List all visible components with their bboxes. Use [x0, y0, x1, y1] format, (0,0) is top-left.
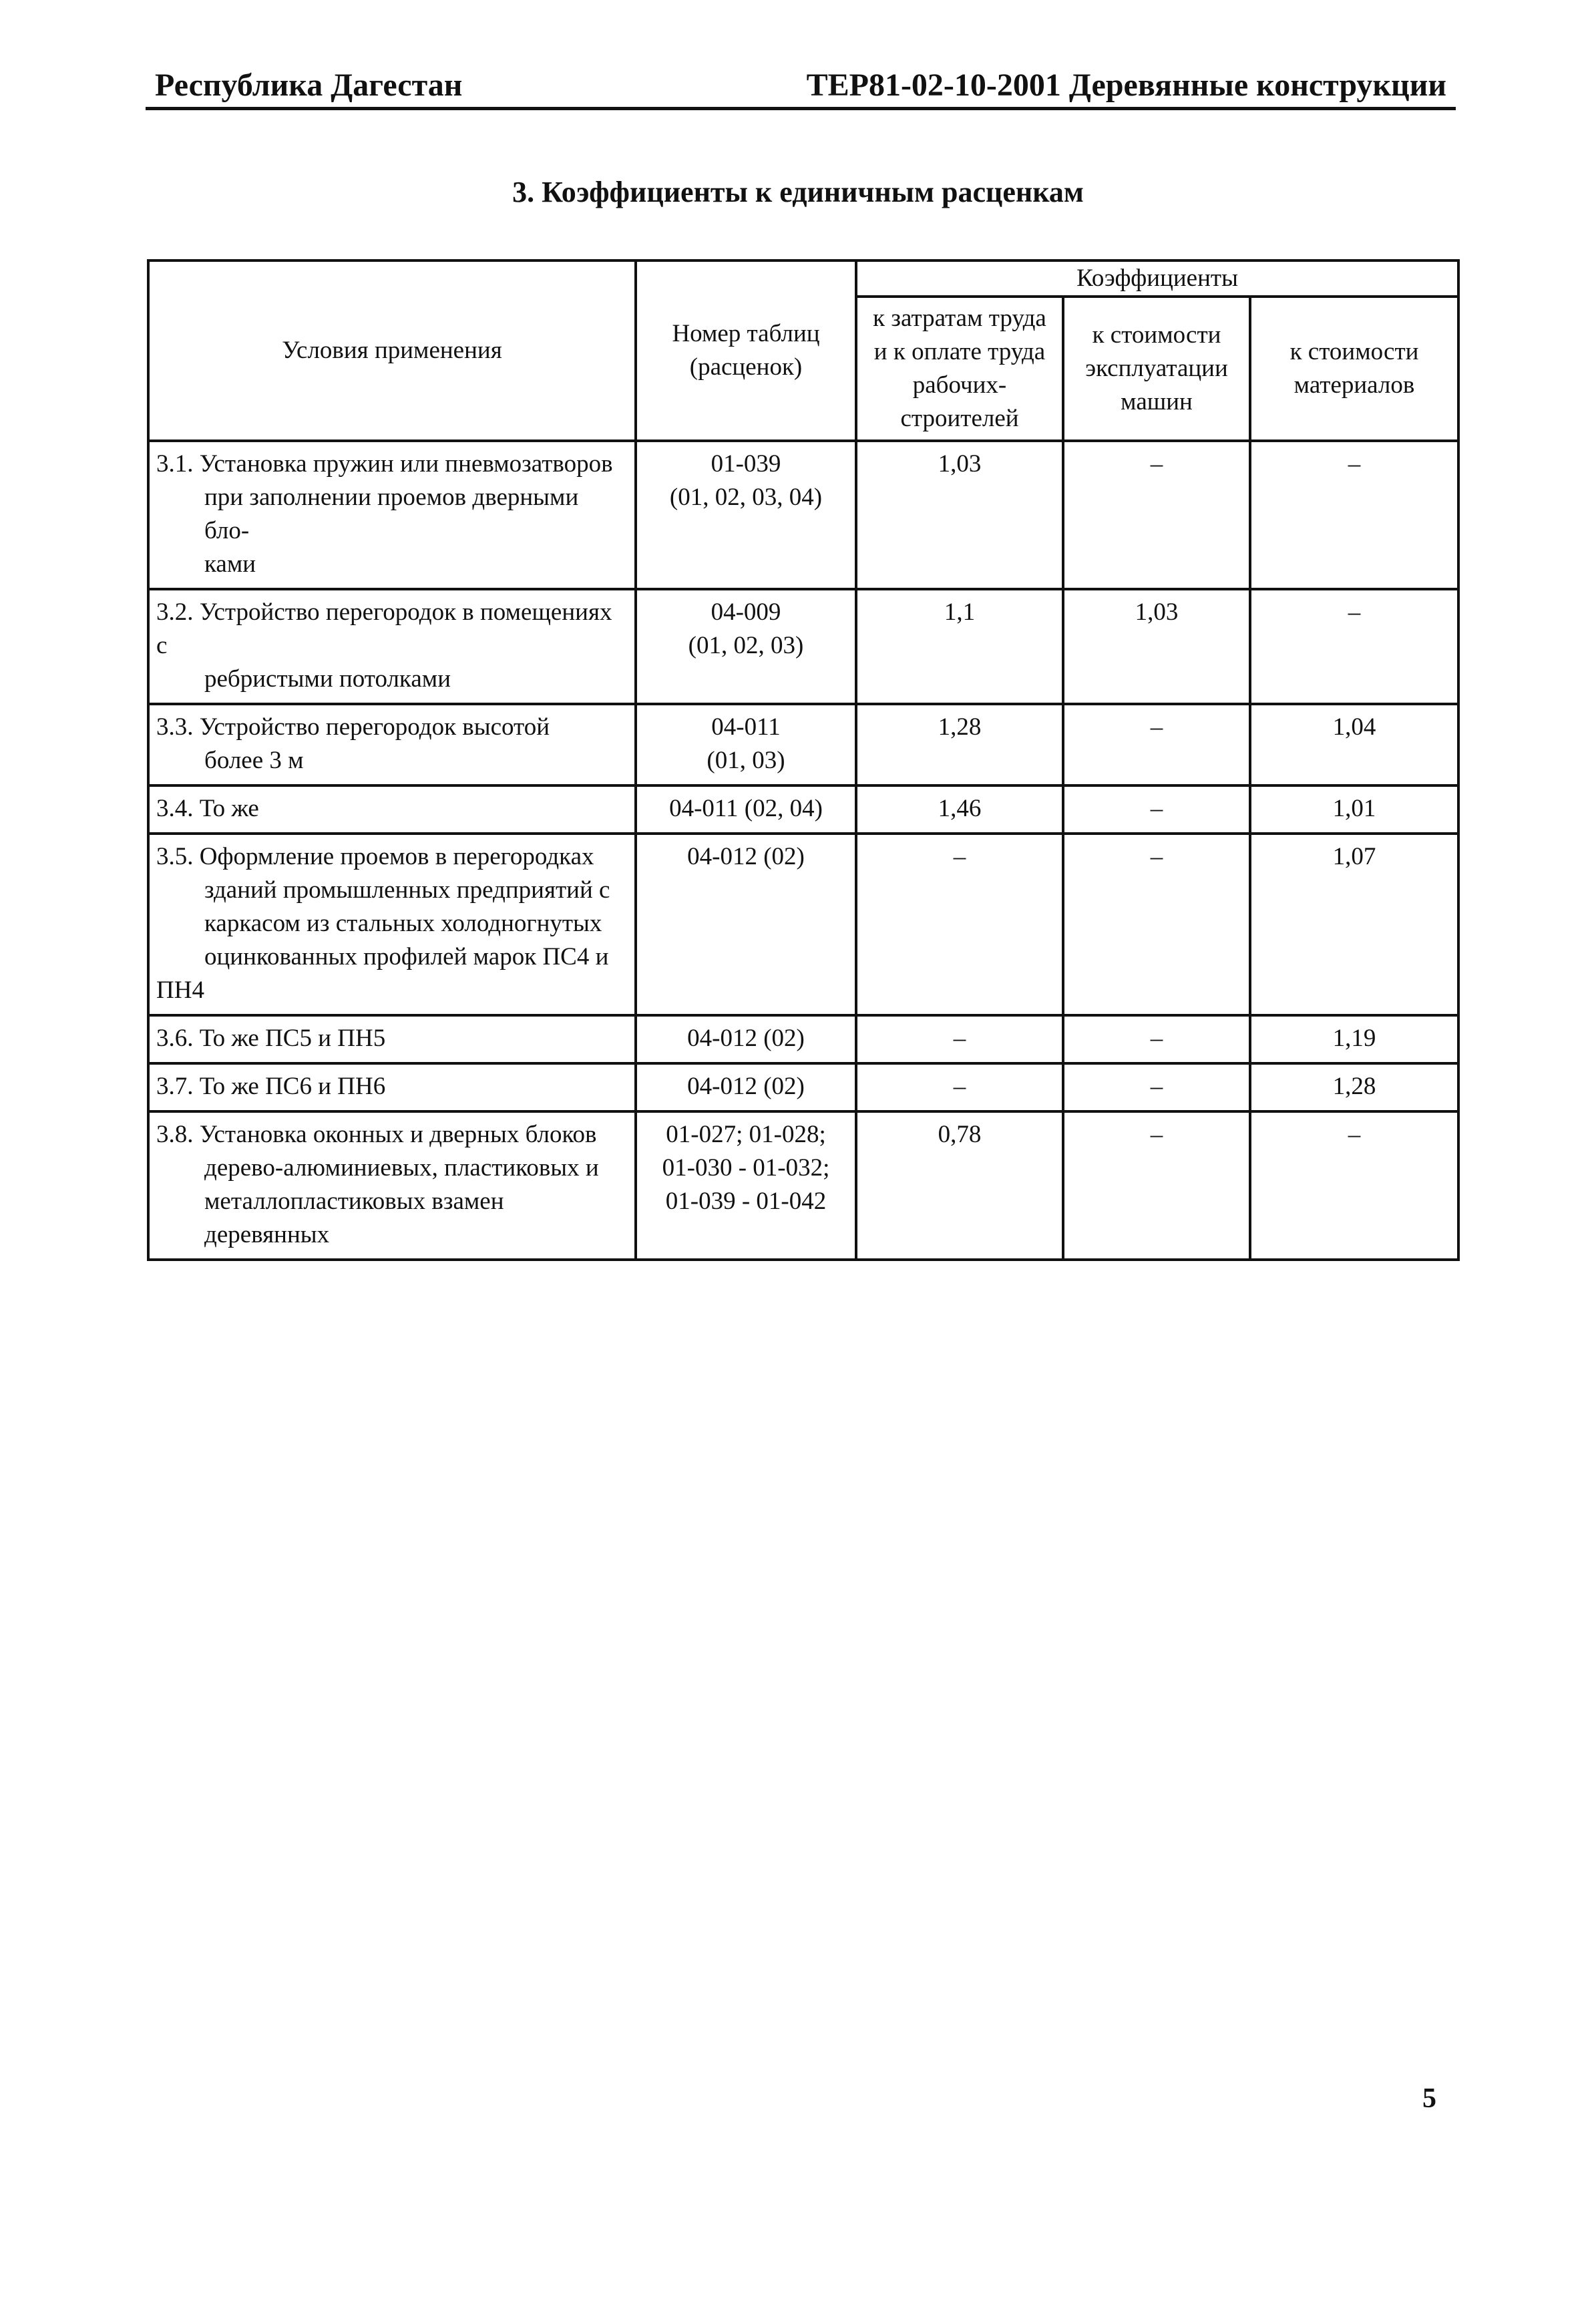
table-number-cell: 04-012 (02) [636, 1015, 856, 1063]
table-number-cell: 01-039 (01, 02, 03, 04) [636, 441, 856, 589]
machines-coefficient-cell: – [1063, 1063, 1250, 1111]
machines-coefficient-cell: – [1063, 834, 1250, 1015]
col-table-number-header: Номер таблиц (расценок) [636, 260, 856, 441]
col-materials-header: к стоимости материалов [1250, 297, 1458, 441]
table-number-cell: 04-011 (01, 03) [636, 704, 856, 785]
labor-coefficient-cell: – [856, 1015, 1063, 1063]
table-row [148, 785, 1458, 834]
labor-coefficient-cell: 1,28 [856, 704, 1063, 785]
materials-coefficient-cell: 1,07 [1250, 834, 1458, 1015]
machines-coefficient-cell: – [1063, 785, 1250, 834]
condition-cell: 3.5. Оформление проемов в перегородках зданий промышленных предприятий с каркасом из стальных холодногнутых оцинкованных профилей марок ПС4 и ПН4 [148, 834, 636, 1015]
page-number: 5 [1422, 2083, 1436, 2114]
machines-coefficient-cell: – [1063, 1111, 1250, 1260]
condition-cell: 3.2. Устройство перегородок в помещениях с ребристыми потолками [148, 589, 636, 704]
col-conditions-header: Условия применения [148, 260, 636, 441]
condition-cell: 3.8. Установка оконных и дверных блоков дерево-алюминиевых, пластиковых и металлопластиковых взамен деревянных [148, 1111, 636, 1260]
table-number-cell: 04-009 (01, 02, 03) [636, 589, 856, 704]
table-header [148, 260, 1458, 441]
table-row [148, 441, 1458, 589]
col-coefficients-group-header: Коэффициенты [856, 260, 1458, 297]
table-number-cell: 04-012 (02) [636, 834, 856, 1015]
materials-coefficient-cell: 1,28 [1250, 1063, 1458, 1111]
coefficients-table [147, 259, 1460, 1261]
table-number-cell: 01-027; 01-028; 01-030 - 01-032; 01-039 - 01-042 [636, 1111, 856, 1260]
table-number-cell: 04-011 (02, 04) [636, 785, 856, 834]
condition-cell: 3.1. Установка пружин или пневмозатворов при заполнении проемов дверными бло- ками [148, 441, 636, 589]
table-body [148, 441, 1458, 1260]
condition-cell: 3.6. То же ПС5 и ПН5 [148, 1015, 636, 1063]
machines-coefficient-cell: – [1063, 1015, 1250, 1063]
header-document-title: ТЕР81-02-10-2001 Деревянные конструкции [806, 67, 1446, 103]
machines-coefficient-cell: – [1063, 441, 1250, 589]
labor-coefficient-cell: 1,46 [856, 785, 1063, 834]
page-header [146, 59, 1456, 110]
machines-coefficient-cell: – [1063, 704, 1250, 785]
col-machines-header: к стоимости эксплуатации машин [1063, 297, 1250, 441]
table-row [148, 1015, 1458, 1063]
labor-coefficient-cell: 1,1 [856, 589, 1063, 704]
labor-coefficient-cell: 0,78 [856, 1111, 1063, 1260]
machines-coefficient-cell: 1,03 [1063, 589, 1250, 704]
condition-cell: 3.3. Устройство перегородок высотой более 3 м [148, 704, 636, 785]
condition-cell: 3.4. То же [148, 785, 636, 834]
table-row [148, 1111, 1458, 1260]
materials-coefficient-cell: – [1250, 1111, 1458, 1260]
header-region: Республика Дагестан [155, 67, 463, 103]
table-row [148, 704, 1458, 785]
table-row [148, 834, 1458, 1015]
materials-coefficient-cell: – [1250, 441, 1458, 589]
table-number-cell: 04-012 (02) [636, 1063, 856, 1111]
table-row [148, 589, 1458, 704]
col-labor-header: к затратам труда и к оплате труда рабочих- строителей [856, 297, 1063, 441]
condition-cell: 3.7. То же ПС6 и ПН6 [148, 1063, 636, 1111]
materials-coefficient-cell: – [1250, 589, 1458, 704]
materials-coefficient-cell: 1,01 [1250, 785, 1458, 834]
section-title: 3. Коэффициенты к единичным расценкам [512, 176, 1084, 208]
labor-coefficient-cell: 1,03 [856, 441, 1063, 589]
labor-coefficient-cell: – [856, 834, 1063, 1015]
materials-coefficient-cell: 1,19 [1250, 1015, 1458, 1063]
table-row [148, 1063, 1458, 1111]
labor-coefficient-cell: – [856, 1063, 1063, 1111]
materials-coefficient-cell: 1,04 [1250, 704, 1458, 785]
